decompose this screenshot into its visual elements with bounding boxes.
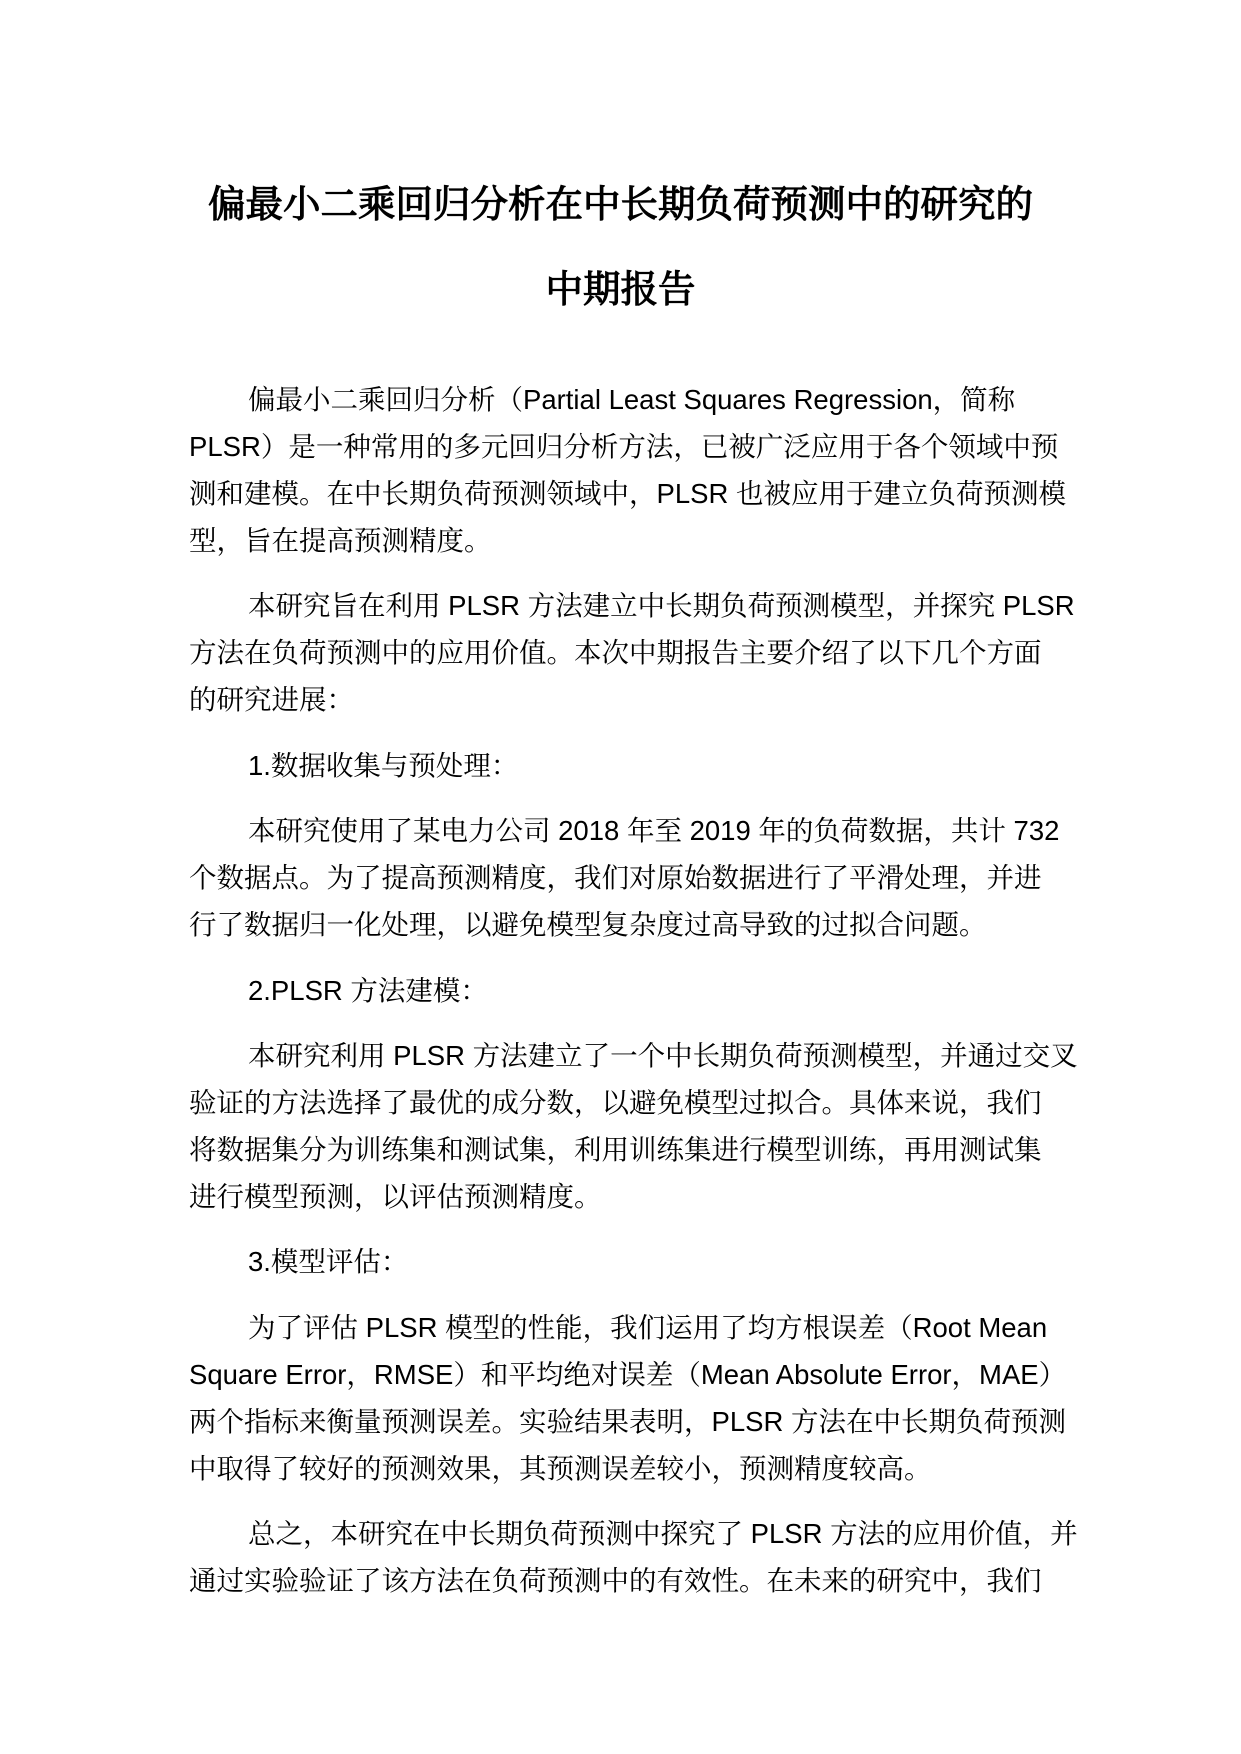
- section-heading-plsr-modeling: [189, 967, 1181, 1014]
- text-line: 本研究旨在利用 PLSR 方法建立中长期负荷预测模型，并探究 PLSR: [248, 590, 1075, 622]
- text-line: 个数据点。为了提高预测精度，我们对原始数据进行了平滑处理，并进: [189, 862, 1042, 894]
- text-line: 进行模型预测，以评估预测精度。: [189, 1180, 602, 1212]
- text-line: 本研究使用了某电力公司 2018 年至 2019 年的负荷数据，共计 732: [248, 815, 1060, 847]
- section-heading-data-collection: [189, 742, 1181, 789]
- text-line: 测和建模。在中长期负荷预测领域中，PLSR 也被应用于建立负荷预测模: [189, 478, 1066, 509]
- document-title: [0, 0, 1241, 332]
- section-heading-model-evaluation: [189, 1238, 1181, 1285]
- paragraph-introduction: [189, 376, 1181, 564]
- document-body: [0, 376, 1241, 1604]
- text-line: 方法在负荷预测中的应用价值。本次中期报告主要介绍了以下几个方面: [189, 637, 1042, 669]
- paragraph-conclusion: [189, 1510, 1181, 1604]
- text-line: 的研究进展：: [189, 684, 354, 716]
- paragraph-model-evaluation: [189, 1304, 1181, 1492]
- text-line: 型，旨在提高预测精度。: [189, 525, 492, 556]
- text-line: 中取得了较好的预测效果，其预测误差较小，预测精度较高。: [189, 1452, 932, 1484]
- paragraph-plsr-modeling: [189, 1032, 1181, 1220]
- text-line: 将数据集分为训练集和测试集，利用训练集进行模型训练，再用测试集: [189, 1133, 1042, 1165]
- text-line: 两个指标来衡量预测误差。实验结果表明，PLSR 方法在中长期负荷预测: [189, 1405, 1066, 1437]
- text-line: 行了数据归一化处理，以避免模型复杂度过高导致的过拟合问题。: [189, 909, 987, 941]
- text-line: PLSR）是一种常用的多元回归分析方法，已被广泛应用于各个领域中预: [189, 431, 1059, 462]
- text-line: 为了评估 PLSR 模型的性能，我们运用了均方根误差（Root Mean: [248, 1311, 1048, 1343]
- text-line: 通过实验验证了该方法在负荷预测中的有效性。在未来的研究中，我们: [189, 1565, 1042, 1597]
- text-line: 本研究利用 PLSR 方法建立了一个中长期负荷预测模型，并通过交叉: [248, 1039, 1078, 1071]
- text-line: 验证的方法选择了最优的成分数，以避免模型过拟合。具体来说，我们: [189, 1086, 1042, 1118]
- title-line: 中期报告: [545, 268, 696, 310]
- text-line: Square Error，RMSE）和平均绝对误差（Mean Absolute Error，MAE）: [189, 1358, 1067, 1390]
- paragraph-objectives: [189, 582, 1181, 723]
- text-line: 偏最小二乘回归分析（Partial Least Squares Regression，简称: [248, 384, 1016, 415]
- text-line: 2.PLSR 方法建模：: [248, 974, 488, 1006]
- title-line: 偏最小二乘回归分析在中长期负荷预测中的研究的: [208, 183, 1033, 225]
- text-line: 3.模型评估：: [248, 1246, 409, 1278]
- text-line: 1.数据收集与预处理：: [248, 749, 519, 781]
- paragraph-data-collection: [189, 807, 1181, 948]
- text-line: 总之，本研究在中长期负荷预测中探究了 PLSR 方法的应用价值，并: [248, 1518, 1078, 1550]
